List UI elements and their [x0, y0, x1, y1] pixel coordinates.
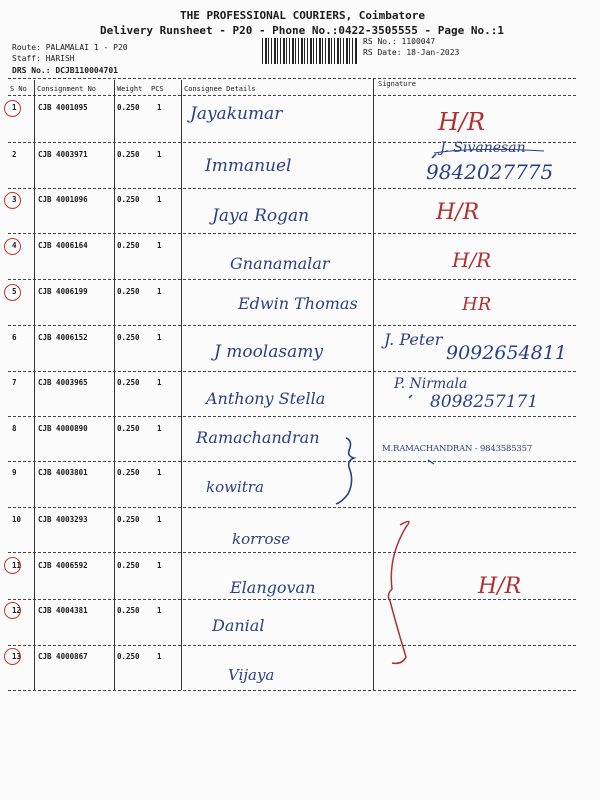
row-signature: M.RAMACHANDRAN - 9843585357 [382, 444, 533, 454]
document-subtitle: Delivery Runsheet - P20 - Phone No.:0422-3505555 - Page No.:1 [100, 24, 504, 37]
row-sno: 7 [12, 378, 17, 387]
row-signature-name: P. Nirmala [394, 376, 468, 392]
row-weight: 0.250 [117, 652, 140, 661]
row-pcs: 1 [157, 561, 162, 570]
rs-number: RS No.: 1100047 [363, 37, 436, 46]
row-consignment: CJB 4003965 [38, 378, 88, 387]
row-weight: 0.250 [117, 150, 140, 159]
row-sno: 4 [12, 241, 17, 250]
route-label: Route: PALAMALAI 1 - P20 [12, 43, 128, 52]
row-signature-name: J. Peter [384, 330, 443, 349]
underline-stroke [434, 149, 544, 153]
row-consignment: CJB 4003971 [38, 150, 88, 159]
row-weight: 0.250 [117, 333, 140, 342]
row-consignment: CJB 4003293 [38, 515, 88, 524]
row-weight: 0.250 [117, 287, 140, 296]
row-pcs: 1 [157, 333, 162, 342]
row-consignee-name: Ramachandran [196, 428, 320, 447]
row-weight: 0.250 [117, 515, 140, 524]
row-consignment: CJB 4006164 [38, 241, 88, 250]
row-weight: 0.250 [117, 378, 140, 387]
col-sno: S No [10, 85, 27, 93]
row-weight: 0.250 [117, 103, 140, 112]
row-consignment: CJB 4004381 [38, 606, 88, 615]
row-sno: 10 [12, 515, 22, 524]
col-pcs: PCS [151, 85, 164, 93]
row-signature: 8098257171 [430, 392, 539, 412]
row-weight: 0.250 [117, 424, 140, 433]
row-consignment: CJB 4003801 [38, 468, 88, 477]
drs-number: DRS No.: DCJB110004701 [12, 66, 118, 75]
row-pcs: 1 [157, 378, 162, 387]
document-title: THE PROFESSIONAL COURIERS, Coimbatore [180, 9, 426, 22]
row-sno: 12 [12, 606, 22, 615]
col-details: Consignee Details [184, 85, 256, 93]
row-consignee-name: Edwin Thomas [238, 294, 358, 313]
col-weight: Weight [117, 85, 143, 93]
bracket-stroke [388, 521, 409, 663]
row-signature: 9092654811 [446, 342, 567, 364]
row-signature: H/R [478, 574, 522, 599]
row-sno: 3 [12, 195, 17, 204]
tick-stroke [428, 460, 434, 464]
row-pcs: 1 [157, 150, 162, 159]
row-sno: 2 [12, 150, 17, 159]
row-consignment: CJB 4006592 [38, 561, 88, 570]
row-weight: 0.250 [117, 561, 140, 570]
tick-stroke [432, 154, 436, 158]
row-consignee-name: Jayakumar [190, 104, 283, 124]
row-consignment: CJB 4001095 [38, 103, 88, 112]
row-sno: 6 [12, 333, 17, 342]
row-pcs: 1 [157, 287, 162, 296]
tick-stroke [409, 395, 412, 398]
rs-date: RS Date: 18-Jan-2023 [363, 48, 460, 57]
row-signature: H/R [436, 200, 480, 225]
row-consignee-name: kowitra [206, 478, 264, 496]
row-pcs: 1 [157, 424, 162, 433]
row-consignment: CJB 4001096 [38, 195, 88, 204]
row-signature: H/R [452, 248, 492, 272]
row-consignment: CJB 4006152 [38, 333, 88, 342]
row-consignee-name: Immanuel [205, 156, 292, 176]
row-signature: HR [462, 294, 492, 315]
row-consignment: CJB 4000867 [38, 652, 88, 661]
row-weight: 0.250 [117, 606, 140, 615]
row-consignee-name: J moolasamy [214, 342, 323, 362]
row-consignee-name: Anthony Stella [206, 389, 326, 408]
staff-label: Staff: HARISH [12, 54, 75, 63]
row-sno: 5 [12, 287, 17, 296]
row-consignment: CJB 4000890 [38, 424, 88, 433]
row-consignment: CJB 4006199 [38, 287, 88, 296]
row-signature: 9842027775 [426, 160, 554, 184]
row-consignee-name: korrose [232, 530, 291, 548]
row-pcs: 1 [157, 606, 162, 615]
row-sno: 13 [12, 652, 22, 661]
row-sno: 8 [12, 424, 17, 433]
col-signature: Signature [378, 80, 416, 88]
row-pcs: 1 [157, 103, 162, 112]
row-pcs: 1 [157, 652, 162, 661]
row-pcs: 1 [157, 241, 162, 250]
row-signature-name: J. Sivanesan [440, 140, 526, 156]
row-pcs: 1 [157, 515, 162, 524]
row-consignee-name: Jaya Rogan [212, 206, 310, 226]
row-weight: 0.250 [117, 241, 140, 250]
col-consignment: Consignment No [37, 85, 97, 93]
row-pcs: 1 [157, 195, 162, 204]
row-consignee-name: Vijaya [228, 666, 275, 684]
row-sno: 9 [12, 468, 17, 477]
bracket-stroke [336, 438, 354, 504]
row-sno: 1 [12, 103, 17, 112]
row-weight: 0.250 [117, 468, 140, 477]
row-consignee-name: Danial [212, 616, 265, 635]
row-signature: H/R [438, 108, 486, 136]
row-consignee-name: Elangovan [230, 578, 316, 597]
row-pcs: 1 [157, 468, 162, 477]
row-sno: 11 [12, 561, 22, 570]
row-weight: 0.250 [117, 195, 140, 204]
row-consignee-name: Gnanamalar [230, 254, 330, 273]
